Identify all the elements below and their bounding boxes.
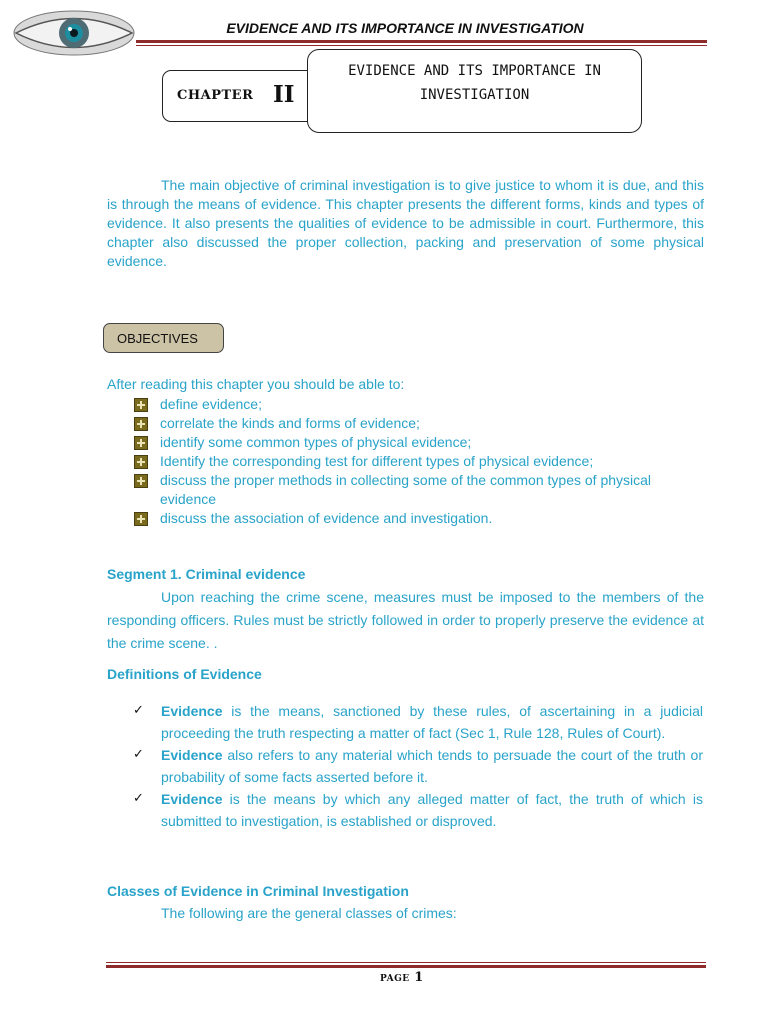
plus-bullet-icon	[134, 398, 148, 412]
chapter-title-line1: EVIDENCE AND ITS IMPORTANCE IN	[348, 63, 601, 79]
list-item	[133, 700, 703, 744]
list-item: define evidence;	[133, 395, 703, 414]
objectives-lead: After reading this chapter you should be able to:	[107, 376, 405, 392]
plus-bullet-icon	[134, 417, 148, 431]
plus-bullet-icon	[134, 512, 148, 526]
definitions-heading: Definitions of Evidence	[107, 666, 262, 682]
definition-term: Evidence	[161, 703, 223, 719]
header-title: EVIDENCE AND ITS IMPORTANCE IN INVESTIGATION	[226, 20, 584, 36]
eye-logo-icon	[12, 8, 136, 58]
chapter-number: II	[273, 81, 295, 108]
segment-heading: Segment 1. Criminal evidence	[107, 566, 306, 582]
list-item: identify some common types of physical evidence;	[133, 433, 703, 452]
definition-text: is the means by which any alleged matter of fact, the truth of which is submitted to investigation, is established or disproved.	[161, 791, 703, 829]
definition-text: is the means, sanctioned by these rules, of ascertaining in a judicial proceeding the truth respecting a matter of fact (Sec 1, Rule 128, Rules of Court).	[161, 703, 703, 741]
header-divider-thin	[136, 45, 707, 46]
checkmark-icon: ✓	[133, 747, 144, 762]
page-label: PAGE	[380, 974, 410, 984]
footer-divider	[106, 965, 706, 968]
objectives-list	[133, 395, 703, 528]
header-divider	[136, 40, 707, 43]
page-footer	[380, 970, 423, 985]
list-item	[133, 788, 703, 832]
list-item: discuss the proper methods in collecting some of the common types of physical evidence	[133, 471, 703, 509]
definitions-list	[133, 700, 703, 832]
page-number: 1	[414, 970, 424, 985]
segment-paragraph: Upon reaching the crime scene, measures must be imposed to the members of the responding officers. Rules must be strictly followed in order to properly preserve the evidence at the crime scene. .	[107, 589, 704, 651]
list-item: correlate the kinds and forms of evidence;	[133, 414, 703, 433]
chapter-title-box	[307, 49, 642, 133]
classes-text: The following are the general classes of crimes:	[161, 905, 457, 921]
list-item: discuss the association of evidence and investigation.	[133, 509, 703, 528]
definition-term: Evidence	[161, 791, 223, 807]
footer-divider-thin	[106, 962, 706, 963]
chapter-title-line2: INVESTIGATION	[419, 87, 530, 103]
definition-text: also refers to any material which tends to persuade the court of the truth or probability of some facts asserted before it.	[161, 747, 703, 785]
objectives-label-box: OBJECTIVES	[103, 323, 224, 353]
list-item	[133, 744, 703, 788]
classes-heading: Classes of Evidence in Criminal Investigation	[107, 883, 409, 899]
checkmark-icon: ✓	[133, 791, 144, 806]
chapter-label: CHAPTER	[177, 88, 254, 103]
checkmark-icon: ✓	[133, 703, 144, 718]
definition-term: Evidence	[161, 747, 223, 763]
plus-bullet-icon	[134, 455, 148, 469]
plus-bullet-icon	[134, 436, 148, 450]
intro-paragraph: The main objective of criminal investigation is to give justice to whom it is due, and this is through the means of evidence. This chapter presents the different forms, kinds and types of evidence. It also presents the qualities of evidence to be admissible in court. Furthermore, this chapter also discussed the proper collection, packing and preservation of some physical evidence.	[107, 177, 704, 269]
plus-bullet-icon	[134, 474, 148, 488]
list-item: Identify the corresponding test for different types of physical evidence;	[133, 452, 703, 471]
